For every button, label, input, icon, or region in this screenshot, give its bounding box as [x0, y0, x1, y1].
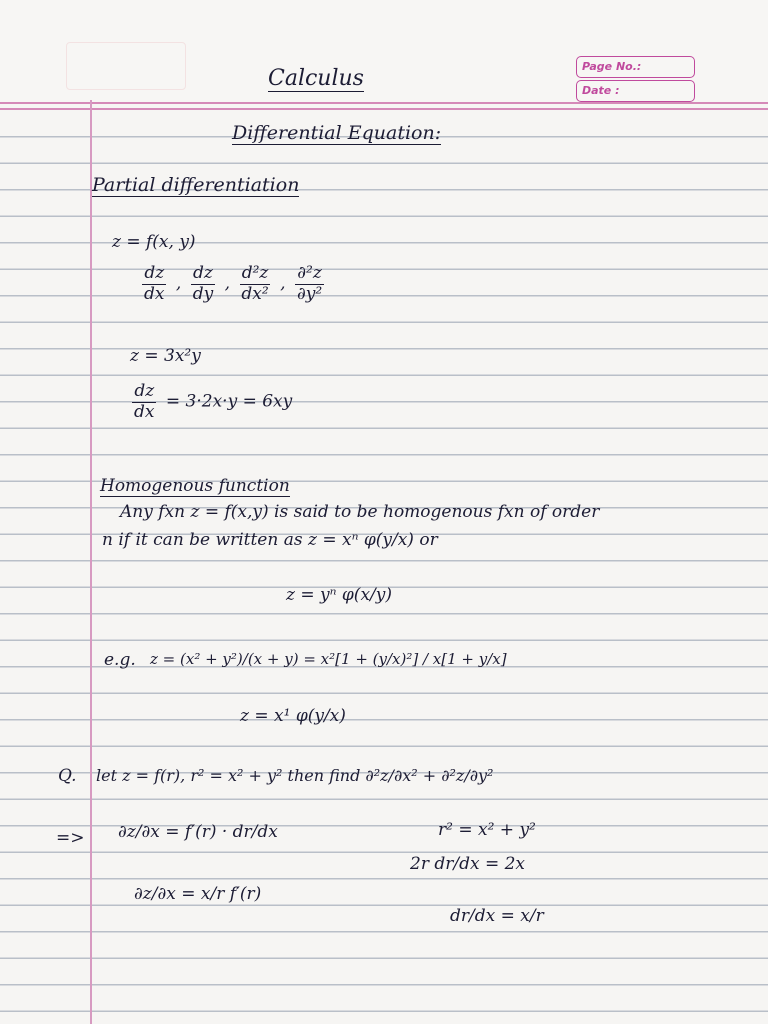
page-title: Calculus: [268, 66, 364, 91]
step2: [134, 884, 261, 904]
faded-stamp: [66, 42, 186, 90]
answer-arrow: =>: [56, 828, 85, 848]
example-equation: z = 3x²y: [130, 346, 201, 366]
side-note-2: 2r dr/dx = 2x: [410, 854, 526, 874]
partial-line1: z = f(x, y): [112, 232, 196, 252]
homogeneous-line3: z = yⁿ φ(x/y): [286, 585, 392, 605]
question-text: let z = f(r), r² = x² + y² then find ∂²z/∂x² + ∂²z/∂y²: [96, 766, 494, 785]
side-note-1: r² = x² + y²: [438, 820, 536, 840]
date-label: Date :: [582, 84, 620, 97]
page-no-label: Page No.:: [582, 60, 642, 73]
homogeneous-heading: Homogenous function: [100, 476, 290, 496]
partial-derivatives: $\frac{dz}{dx}$ , $\frac{dz}{dy}$ , $\frac{\text{d²z}}{\text{dx²}}$ , $\frac{\text{∂²z}}{\text{∂y²}}$: [144, 263, 323, 304]
homogeneous-line1: Any fxn z = f(x,y) is said to be homogenous fxn of order: [120, 502, 600, 522]
example-derivative: $\frac{dz}{dx}$ = 3·2x·y = 6xy: [134, 381, 293, 422]
date-box: [576, 80, 695, 102]
step1-lhs: ∂z/∂x: [118, 822, 160, 842]
question-label: Q.: [58, 766, 77, 786]
step2-lhs: ∂z/∂x: [134, 884, 176, 904]
margin-line: [90, 100, 92, 1024]
example-label: e.g.: [104, 650, 136, 670]
section-title: Differential Equation:: [232, 122, 442, 144]
example-result: z = x¹ φ(y/x): [240, 706, 346, 726]
header-rule-top: [0, 102, 768, 104]
page-no-box: [576, 56, 695, 78]
step1-rhs: = f′(r) · dr/dx: [165, 822, 278, 842]
header-rule-bottom: [0, 108, 768, 110]
homogeneous-line2: n if it can be written as z = xⁿ φ(y/x) or: [102, 530, 438, 550]
partial-heading: Partial differentiation: [92, 174, 300, 196]
side-note-3: dr/dx = x/r: [450, 906, 544, 926]
example-fraction: z = (x² + y²)/(x + y) = x²[1 + (y/x)²] / x[1 + y/x]: [150, 650, 507, 668]
step2-rhs: = x/r f′(r): [181, 884, 262, 904]
example-derivative-rhs: = 3·2x·y = 6xy: [165, 391, 293, 412]
step1: [118, 822, 278, 842]
